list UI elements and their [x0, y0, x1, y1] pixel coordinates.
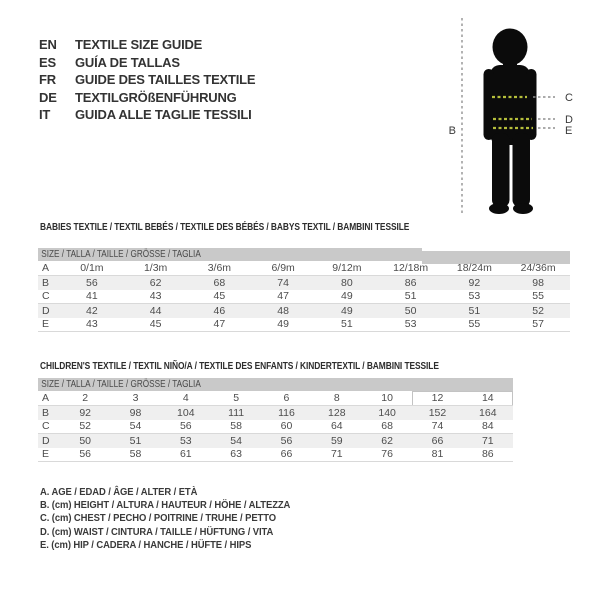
row-label: D	[42, 305, 50, 317]
babies-table-header-label: SIZE / TALLA / TAILLE / GRÖSSE / TAGLIA	[41, 249, 201, 260]
table-cell: 51	[404, 290, 417, 302]
table-cell: 55	[532, 290, 544, 302]
child-silhouette-diagram	[428, 13, 596, 218]
table-row	[38, 304, 570, 318]
table-cell: 86	[404, 277, 417, 289]
table-cell: 140	[378, 407, 396, 419]
table-cell: 47	[277, 290, 289, 302]
height-label: B	[448, 125, 456, 137]
language-title: TEXTILGRÖßENFÜHRUNG	[75, 89, 237, 105]
table-cell: 3/6m	[207, 262, 232, 274]
table-cell: 18/24m	[456, 262, 492, 274]
table-cell: 52	[79, 420, 91, 432]
table-cell: 56	[179, 420, 192, 432]
table-cell: 47	[213, 318, 226, 330]
table-cell: 2	[82, 392, 89, 404]
table-row	[38, 318, 570, 332]
table-cell: 92	[468, 277, 481, 289]
table-row	[38, 448, 513, 462]
language-row	[39, 71, 255, 89]
table-cell: 54	[230, 435, 242, 447]
table-cell: 24/36m	[520, 262, 556, 274]
table-cell: 48	[277, 305, 289, 317]
row-label: E	[42, 448, 50, 460]
table-cell: 49	[341, 305, 353, 317]
table-cell: 74	[431, 420, 444, 432]
table-cell: 71	[481, 435, 494, 447]
table-cell: 4	[182, 392, 189, 404]
table-cell: 60	[280, 420, 293, 432]
table-cell: 74	[277, 277, 289, 289]
language-row	[39, 36, 255, 54]
babies-table-rows	[38, 262, 570, 332]
table-cell: 8	[333, 392, 340, 404]
language-row	[39, 106, 255, 124]
table-cell: 71	[330, 448, 343, 460]
legend-line-waist: D. (cm) WAIST / CINTURA / TAILLE / HÜFTUNG / VITA	[40, 525, 274, 538]
row-label: E	[42, 318, 50, 330]
table-cell: 6	[283, 392, 290, 404]
table-row	[38, 420, 513, 434]
table-cell: 51	[468, 305, 481, 317]
table-cell: 12/18m	[393, 262, 429, 274]
row-label: B	[42, 277, 50, 289]
table-cell: 6/9m	[271, 262, 295, 274]
babies-table-header	[38, 248, 422, 261]
table-row	[38, 290, 570, 304]
language-title: GUÍA DE TALLAS	[75, 54, 180, 70]
row-label: C	[42, 420, 50, 432]
table-cell: 84	[481, 420, 494, 432]
language-code: EN	[39, 37, 57, 52]
table-cell: 81	[431, 448, 444, 460]
table-cell: 104	[177, 407, 195, 419]
table-row	[38, 406, 513, 420]
table-cell: 92	[79, 407, 91, 419]
child-silhouette-icon	[484, 29, 537, 215]
table-cell: 49	[341, 290, 353, 302]
table-cell: 0/1m	[80, 262, 104, 274]
table-row	[38, 434, 513, 448]
table-row	[38, 392, 513, 406]
table-cell: 46	[213, 305, 226, 317]
row-label: D	[42, 435, 50, 447]
table-cell: 56	[280, 435, 293, 447]
table-cell: 86	[481, 448, 494, 460]
children-table-header-label: SIZE / TALLA / TAILLE / GRÖSSE / TAGLIA	[41, 379, 201, 390]
table-cell: 9/12m	[332, 262, 362, 274]
table-cell: 55	[468, 318, 481, 330]
table-row	[38, 262, 570, 276]
table-cell: 116	[278, 407, 295, 419]
table-cell: 50	[79, 435, 91, 447]
table-cell: 76	[381, 448, 393, 460]
table-cell: 49	[277, 318, 289, 330]
table-cell: 12	[431, 392, 444, 404]
language-row	[39, 89, 255, 107]
table-cell: 56	[79, 448, 91, 460]
table-cell: 58	[230, 420, 242, 432]
table-cell: 43	[86, 318, 98, 330]
table-cell: 68	[213, 277, 226, 289]
table-cell: 44	[149, 305, 162, 317]
table-cell: 43	[149, 290, 162, 302]
legend-line-height: B. (cm) HEIGHT / ALTURA / HAUTEUR / HÖHE / ALTEZZA	[40, 499, 291, 512]
table-cell: 64	[330, 420, 343, 432]
language-title: GUIDA ALLE TAGLIE TESSILI	[75, 107, 252, 122]
table-row	[38, 276, 570, 290]
row-label: A	[42, 392, 50, 404]
table-cell: 56	[86, 277, 98, 289]
row-label: B	[42, 407, 50, 419]
children-table-header	[38, 378, 513, 391]
row-label: C	[42, 290, 50, 302]
table-cell: 1/3m	[143, 262, 168, 274]
waist-label: D	[565, 114, 573, 126]
table-cell: 80	[341, 277, 353, 289]
row-label: A	[42, 262, 50, 274]
table-cell: 63	[230, 448, 242, 460]
table-cell: 152	[428, 407, 447, 419]
legend-line-hip: E. (cm) HIP / CADERA / HANCHE / HÜFTE / HIPS	[40, 538, 252, 551]
table-cell: 45	[213, 290, 226, 302]
language-title: GUIDE DES TAILLES TEXTILE	[75, 72, 256, 87]
language-code: FR	[39, 72, 56, 87]
table-cell: 50	[404, 305, 417, 317]
table-cell: 53	[179, 435, 192, 447]
table-cell: 98	[129, 407, 142, 419]
table-cell: 66	[431, 435, 444, 447]
table-cell: 128	[328, 407, 346, 419]
language-title: TEXTILE SIZE GUIDE	[75, 37, 203, 52]
table-cell: 68	[381, 420, 393, 432]
children-table-rows	[38, 392, 513, 462]
table-cell: 98	[532, 277, 544, 289]
table-cell: 62	[149, 277, 162, 289]
size-figure	[428, 13, 596, 218]
language-row	[39, 54, 255, 72]
table-cell: 52	[532, 305, 544, 317]
table-cell: 59	[330, 435, 343, 447]
babies-table-title: BABIES TEXTILE / TEXTIL BEBÉS / TEXTILE DES BÉBÉS / BABYS TEXTIL / BAMBINI TESSILE	[40, 221, 410, 233]
babies-table	[38, 248, 570, 334]
table-cell: 58	[129, 448, 142, 460]
measurement-legend	[40, 486, 318, 552]
hip-label: E	[565, 125, 573, 137]
chest-label: C	[565, 92, 573, 104]
table-cell: 54	[129, 420, 142, 432]
language-code: ES	[39, 54, 56, 70]
children-table	[38, 378, 513, 464]
table-cell: 51	[129, 435, 142, 447]
table-cell: 14	[481, 392, 494, 404]
table-cell: 164	[479, 407, 497, 419]
language-code: IT	[39, 107, 51, 122]
table-cell: 51	[341, 318, 353, 330]
table-cell: 53	[404, 318, 417, 330]
language-code: DE	[39, 89, 57, 105]
table-cell: 66	[280, 448, 293, 460]
table-cell: 111	[228, 407, 245, 419]
table-cell: 57	[532, 318, 544, 330]
children-table-title: CHILDREN'S TEXTILE / TEXTIL NIÑO/A / TEXTILE DES ENFANTS / KINDERTEXTIL / BAMBINI TESSILE	[40, 360, 439, 372]
table-cell: 10	[381, 392, 393, 404]
table-cell: 61	[179, 448, 192, 460]
table-cell: 3	[132, 392, 139, 404]
legend-line-age: A. AGE / EDAD / ÂGE / ALTER / ETÀ	[40, 486, 198, 498]
table-cell: 5	[233, 392, 240, 404]
table-cell: 41	[86, 290, 98, 302]
legend-line-chest: C. (cm) CHEST / PECHO / POITRINE / TRUHE / PETTO	[40, 512, 276, 525]
language-list	[39, 36, 255, 124]
table-cell: 53	[468, 290, 481, 302]
table-cell: 42	[86, 305, 98, 317]
table-cell: 62	[381, 435, 393, 447]
table-cell: 45	[149, 318, 162, 330]
